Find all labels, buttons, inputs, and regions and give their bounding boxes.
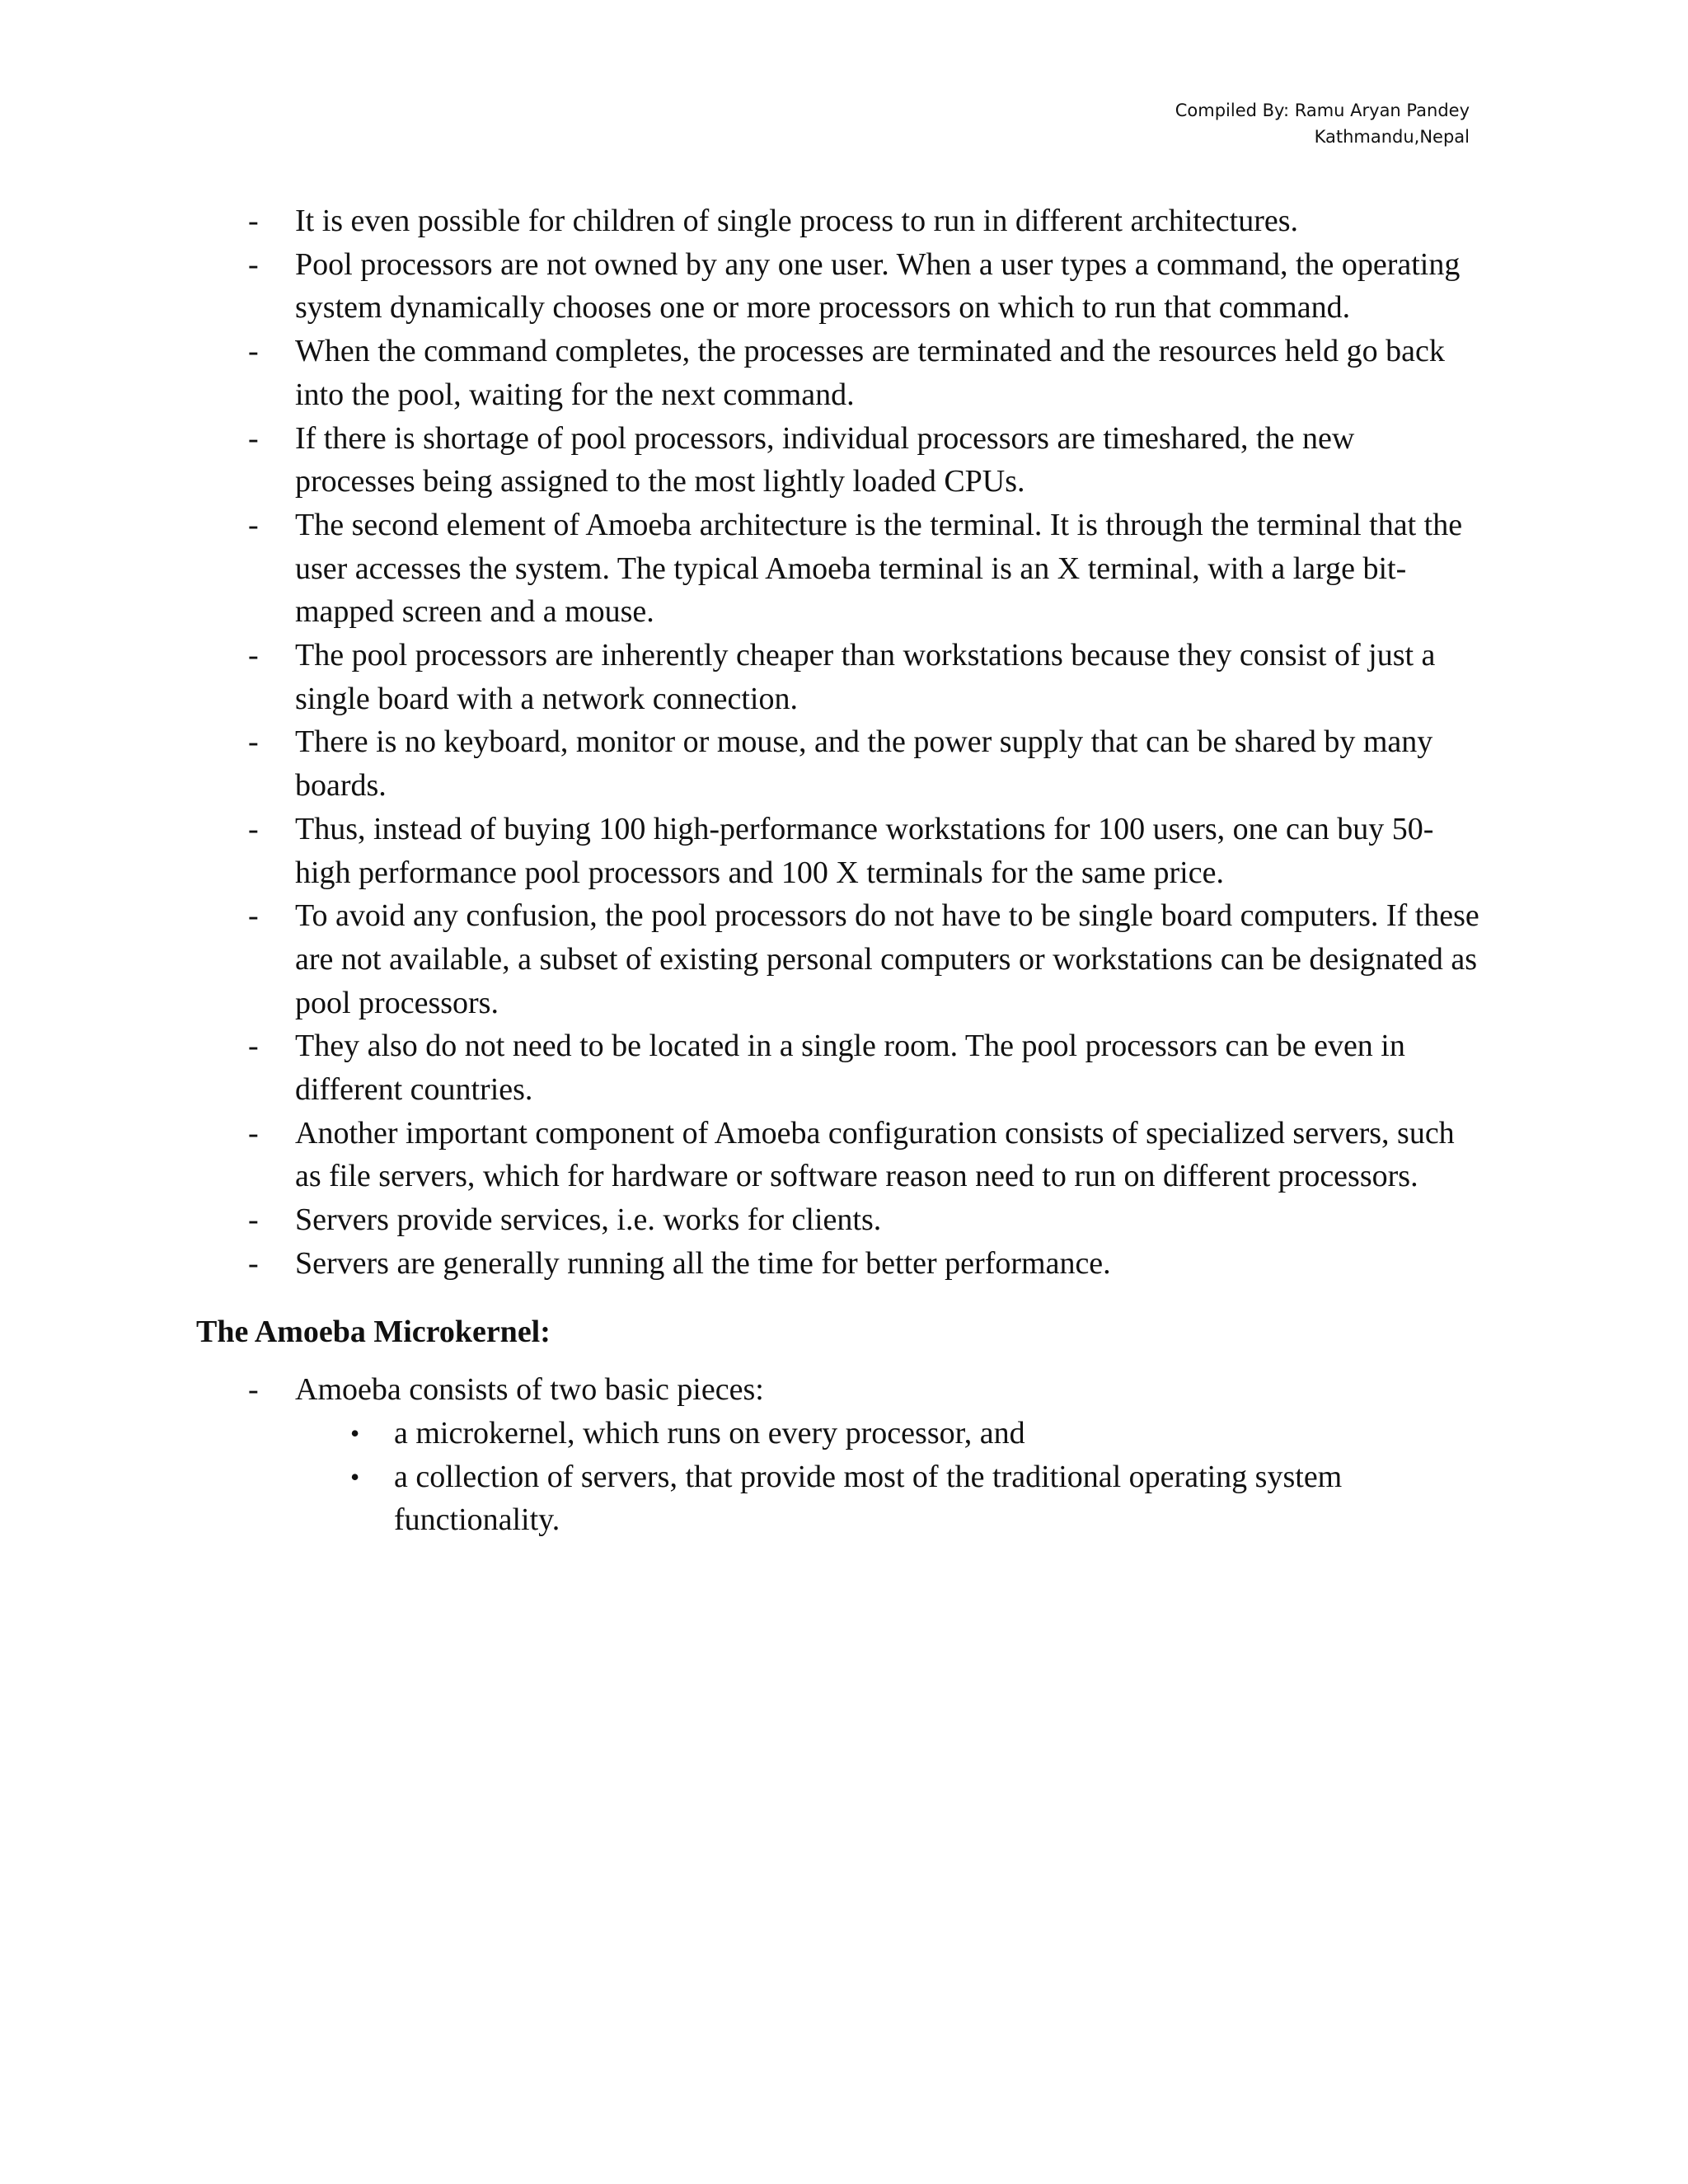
list-item [196,199,1482,243]
page-header [1175,97,1470,150]
list-item-text: It is even possible for children of single process to run in different architectures. [295,204,1299,238]
list-item-text: Servers are generally running all the time for better performance. [295,1245,1111,1281]
amoeba-points-list [196,199,1482,1286]
dash-marker: - [248,638,259,673]
list-item-text: Thus, instead of buying 100 high-performance workstations for 100 users, one can buy 50- high performance pool processors and 100 X terminals for the same price. [295,811,1434,890]
list-item-text: The second element of Amoeba architecture is the terminal. It is through the terminal that the user accesses the system. The typical Amoeba terminal is an X terminal, with a large bit-mapped screen and a mouse. [295,507,1463,630]
microkernel-list [196,1368,1482,1412]
list-item-text: If there is shortage of pool processors, individual processors are timeshared, the new processes being assigned to the most lightly loaded CPUs. [295,420,1355,499]
bullet-item [196,1455,1482,1542]
dash-marker: - [248,1372,259,1408]
list-item [196,1198,1482,1242]
bullet-icon: • [350,1418,360,1448]
bullet-item-text: a collection of servers, that provide most of the traditional operating system functionality. [394,1459,1343,1538]
dash-marker: - [248,898,259,934]
list-item [196,1242,1482,1286]
list-item [196,720,1482,807]
list-item [196,808,1482,894]
dash-marker: - [248,811,259,846]
dash-marker: - [248,246,259,282]
microkernel-pieces-list [196,1412,1482,1542]
dash-marker: - [248,1245,259,1281]
list-item-text: There is no keyboard, monitor or mouse, and the power supply that can be shared by many boards. [295,724,1433,804]
bullet-item [196,1412,1482,1455]
dash-marker: - [248,1202,259,1238]
section-heading: The Amoeba Microkernel: [196,1314,551,1349]
list-item [196,243,1482,330]
list-item-text: Amoeba consists of two basic pieces: [295,1372,764,1408]
list-item [196,634,1482,720]
dash-marker: - [248,507,259,542]
list-item [196,417,1482,504]
bullet-icon: • [350,1461,360,1492]
dash-marker: - [248,724,259,760]
list-item-text: To avoid any confusion, the pool processors do not have to be single board computers. If these are not available, a subset of existing personal computers or workstations can be designated as pool processors. [295,898,1479,1020]
header-location: Kathmandu,Nepal [1314,127,1470,147]
list-item [196,894,1482,1024]
dash-marker: - [248,1115,259,1151]
dash-marker: - [248,334,259,369]
list-item-text: Servers provide services, i.e. works for clients. [295,1202,882,1238]
dash-marker: - [248,1029,259,1064]
list-item-text: Another important component of Amoeba configuration consists of specialized servers, such as file servers, which for hardware or software reason need to run on different processors. [295,1115,1455,1194]
list-item-text: They also do not need to be located in a single room. The pool processors can be even in different countries. [295,1029,1405,1108]
list-item [196,504,1482,634]
list-item [196,1112,1482,1198]
bullet-item-text: a microkernel, which runs on every processor, and [394,1415,1025,1451]
document-body [196,199,1482,1542]
list-item [196,1368,1482,1412]
list-item [196,1024,1482,1111]
dash-marker: - [248,204,259,238]
list-item-text: Pool processors are not owned by any one user. When a user types a command, the operating system dynamically chooses one or more processors on which to run that command. [295,246,1461,326]
list-item-text: The pool processors are inherently cheaper than workstations because they consist of just a single board with a network connection. [295,638,1436,716]
header-compiled-by: Compiled By: Ramu Aryan Pandey [1175,101,1470,120]
dash-marker: - [248,420,259,456]
list-item [196,330,1482,416]
list-item-text: When the command completes, the processes are terminated and the resources held go back into the pool, waiting for the next command. [295,334,1445,412]
